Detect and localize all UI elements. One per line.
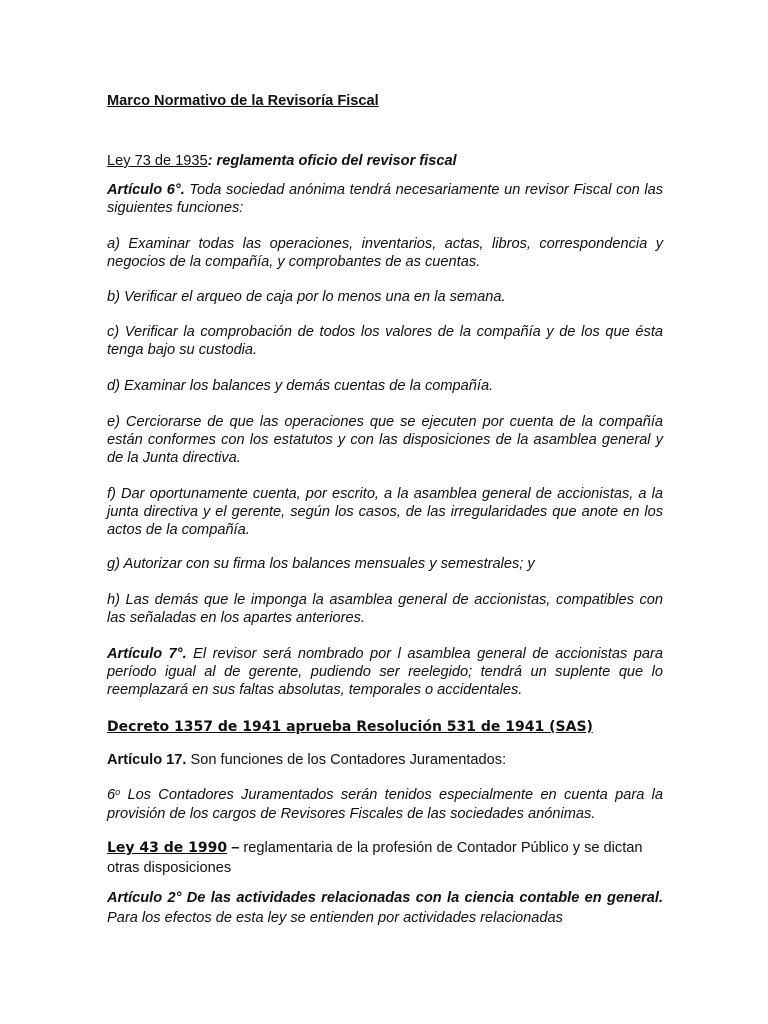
item-6-superscript: o bbox=[115, 787, 121, 797]
list-item-f: f) Dar oportunamente cuenta, por escrito, a la asamblea general de accionistas, a la junta directiva y el gerente, según los casos, de las irregularidades que anote en los actos de la compañía. bbox=[107, 486, 663, 538]
decreto-heading: Decreto 1357 de 1941 aprueba Resolución 531 de 1941 (SAS) bbox=[107, 719, 593, 735]
ley73-subtitle: : reglamenta oficio del revisor fiscal bbox=[207, 153, 457, 169]
articulo-2-text: Para los efectos de esta ley se entienden por actividades relacionadas bbox=[107, 910, 563, 926]
articulo-6-text: Toda sociedad anónima tendrá necesariamente un revisor Fiscal con las siguientes funciones: bbox=[107, 182, 663, 216]
list-item-a: a) Examinar todas las operaciones, inventarios, actas, libros, correspondencia y negocios de la compañía, y comprobantes de as cuentas. bbox=[107, 236, 663, 270]
ley43-paragraph bbox=[107, 838, 663, 878]
articulo-6 bbox=[107, 181, 663, 217]
articulo-17-label: Artículo 17. bbox=[107, 752, 187, 768]
ley43-dash: – bbox=[227, 840, 240, 856]
ley73-heading bbox=[107, 152, 663, 170]
ley43-text: reglamentaria de la profesión de Contador Público y se dictan otras disposiciones bbox=[107, 840, 643, 876]
list-item-d: d) Examinar los balances y demás cuentas de la compañía. bbox=[107, 378, 494, 394]
list-item-g: g) Autorizar con su firma los balances mensuales y semestrales; y bbox=[107, 556, 535, 572]
list-item-h: h) Las demás que le imponga la asamblea general de accionistas, compatibles con las señaladas en los apartes anteriores. bbox=[107, 592, 663, 626]
articulo-2 bbox=[107, 888, 663, 928]
articulo-17-text: Son funciones de los Contadores Juramentados: bbox=[186, 752, 507, 768]
contadores-item-6 bbox=[107, 786, 663, 824]
articulo-6-label: Artículo 6°. bbox=[107, 182, 185, 198]
list-item-e: e) Cerciorarse de que las operaciones que se ejecuten por cuenta de la compañía están conformes con los estatutos y con las disposiciones de la asamblea general y de la Junta directiva. bbox=[107, 414, 663, 466]
ley73-title: Ley 73 de 1935 bbox=[107, 153, 208, 169]
ley43-title: Ley 43 de 1990 bbox=[107, 840, 228, 856]
document-title: Marco Normativo de la Revisoría Fiscal bbox=[107, 93, 379, 109]
articulo-7-text: El revisor será nombrado por l asamblea general de accionistas para período igual al de gerente, pudiendo ser reelegido; tendrá un suplente que lo reemplazará en sus faltas absolutas, temporales o accidentales. bbox=[107, 646, 663, 698]
articulo-7-label: Artículo 7°. bbox=[107, 646, 187, 662]
item-6-text: Los Contadores Juramentados serán tenidos especialmente en cuenta para la provisión de los cargos de Revisores Fiscales de las sociedades anónimas. bbox=[107, 787, 663, 822]
list-item-c: c) Verificar la comprobación de todos los valores de la compañía y de los que ésta tenga bajo su custodia. bbox=[107, 324, 663, 358]
articulo-2-label: Artículo 2° De las actividades relacionadas con la ciencia contable en general. bbox=[107, 890, 663, 906]
list-item-b: b) Verificar el arqueo de caja por lo menos una en la semana. bbox=[107, 289, 506, 305]
articulo-17 bbox=[107, 751, 663, 769]
articulo-7 bbox=[107, 645, 663, 699]
item-6-number: 6 bbox=[107, 787, 116, 803]
